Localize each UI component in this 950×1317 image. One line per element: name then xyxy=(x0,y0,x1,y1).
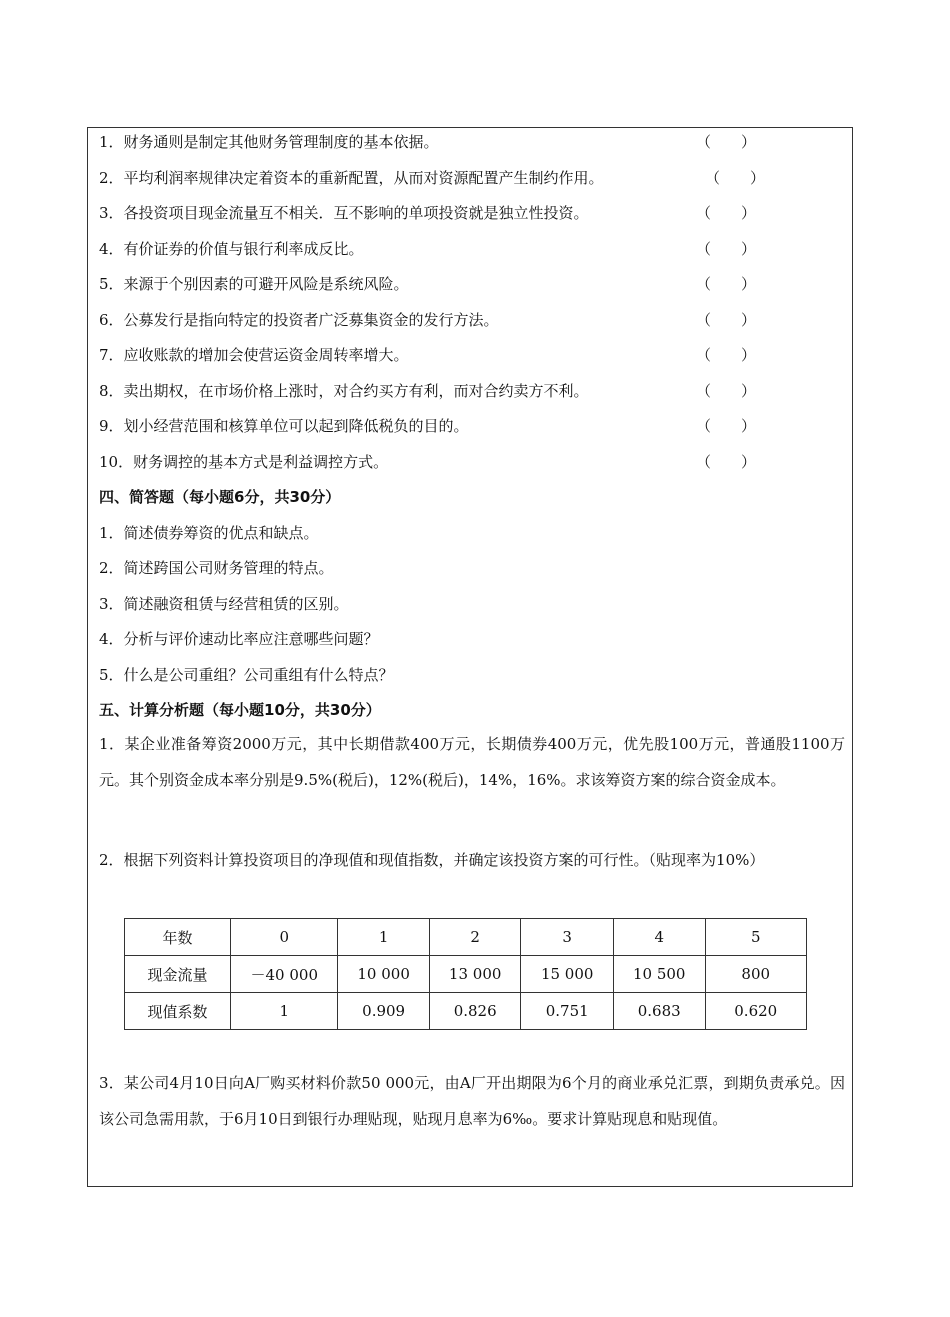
table-cell: 10 500 xyxy=(613,956,705,993)
answer-blank-5: （ ） xyxy=(696,275,757,293)
short-answer-2: 2．简述跨国公司财务管理的特点。 xyxy=(99,559,334,577)
judgement-item-6: 6．公募发行是指向特定的投资者广泛募集资金的发行方法。 xyxy=(99,311,499,329)
table-cell: 4 xyxy=(613,919,705,956)
answer-blank-1: （ ） xyxy=(696,133,757,151)
table-row xyxy=(125,956,807,993)
table-cell: 现金流量 xyxy=(125,956,231,993)
table-cell: 0.620 xyxy=(705,993,807,1030)
table-cell: 3 xyxy=(521,919,614,956)
judgement-item-7: 7．应收账款的增加会使营运资金周转率增大。 xyxy=(99,346,409,364)
answer-blank-4: （ ） xyxy=(696,240,757,258)
calc-question-2: 2．根据下列资料计算投资项目的净现值和现值指数，并确定该投资方案的可行性。（贴现率为10%） xyxy=(99,851,765,869)
table-cell: －40 000 xyxy=(231,956,338,993)
answer-blank-2: （ ） xyxy=(705,169,766,187)
table-cell: 2 xyxy=(429,919,521,956)
answer-blank-7: （ ） xyxy=(696,346,757,364)
table-cell: 0.683 xyxy=(613,993,705,1030)
answer-blank-9: （ ） xyxy=(696,417,757,435)
judgement-item-10: 10．财务调控的基本方式是利益调控方式。 xyxy=(99,453,389,471)
table-cell: 1 xyxy=(231,993,338,1030)
table-cell: 5 xyxy=(705,919,807,956)
answer-blank-8: （ ） xyxy=(696,382,757,400)
table-cell: 年数 xyxy=(125,919,231,956)
table-row xyxy=(125,993,807,1030)
judgement-item-8: 8．卖出期权，在市场价格上涨时，对合约买方有利，而对合约卖方不利。 xyxy=(99,382,589,400)
table-header-row xyxy=(125,919,807,956)
short-answer-4: 4．分析与评价速动比率应注意哪些问题？ xyxy=(99,630,379,648)
section-5-heading: 五、计算分析题（每小题10分，共30分） xyxy=(99,701,381,719)
table-cell: 13 000 xyxy=(429,956,521,993)
table-cell: 0.909 xyxy=(338,993,430,1030)
judgement-item-2: 2．平均利润率规律决定着资本的重新配置，从而对资源配置产生制约作用。 xyxy=(99,169,604,187)
cash-flow-table xyxy=(124,918,807,1030)
judgement-item-3: 3．各投资项目现金流量互不相关．互不影响的单项投资就是独立性投资。 xyxy=(99,204,589,222)
table-cell: 10 000 xyxy=(338,956,430,993)
judgement-item-4: 4．有价证券的价值与银行利率成反比。 xyxy=(99,240,364,258)
answer-blank-6: （ ） xyxy=(696,311,757,329)
table-cell: 800 xyxy=(705,956,807,993)
table-cell: 现值系数 xyxy=(125,993,231,1030)
judgement-item-5: 5．来源于个别因素的可避开风险是系统风险。 xyxy=(99,275,409,293)
answer-blank-3: （ ） xyxy=(696,204,757,222)
table-cell: 0.826 xyxy=(429,993,521,1030)
table-cell: 15 000 xyxy=(521,956,614,993)
table-cell: 0.751 xyxy=(521,993,614,1030)
short-answer-5: 5．什么是公司重组？公司重组有什么特点？ xyxy=(99,666,394,684)
table-cell: 1 xyxy=(338,919,430,956)
calc-question-3: 3．某公司4月10日向A厂购买材料价款50 000元，由A厂开出期限为6个月的商业承兑汇票，到期负责承兑。因该公司急需用款，于6月10日到银行办理贴现，贴现月息率为6‰。要求计算贴现息和贴现值。 xyxy=(99,1074,845,1128)
section-4-heading: 四、简答题（每小题6分，共30分） xyxy=(99,488,341,506)
answer-blank-10: （ ） xyxy=(696,453,757,471)
short-answer-1: 1．简述债券筹资的优点和缺点。 xyxy=(99,524,319,542)
judgement-item-9: 9．划小经营范围和核算单位可以起到降低税负的目的。 xyxy=(99,417,469,435)
short-answer-3: 3．简述融资租赁与经营租赁的区别。 xyxy=(99,595,349,613)
judgement-item-1: 1．财务通则是制定其他财务管理制度的基本依据。 xyxy=(99,133,439,151)
table-cell: 0 xyxy=(231,919,338,956)
calc-question-1: 1．某企业准备筹资2000万元，其中长期借款400万元，长期债券400万元，优先股100万元，普通股1100万元。其个别资金成本率分别是9.5%(税后)，12%(税后)，14%，16%。求该筹资方案的综合资金成本。 xyxy=(99,735,845,789)
